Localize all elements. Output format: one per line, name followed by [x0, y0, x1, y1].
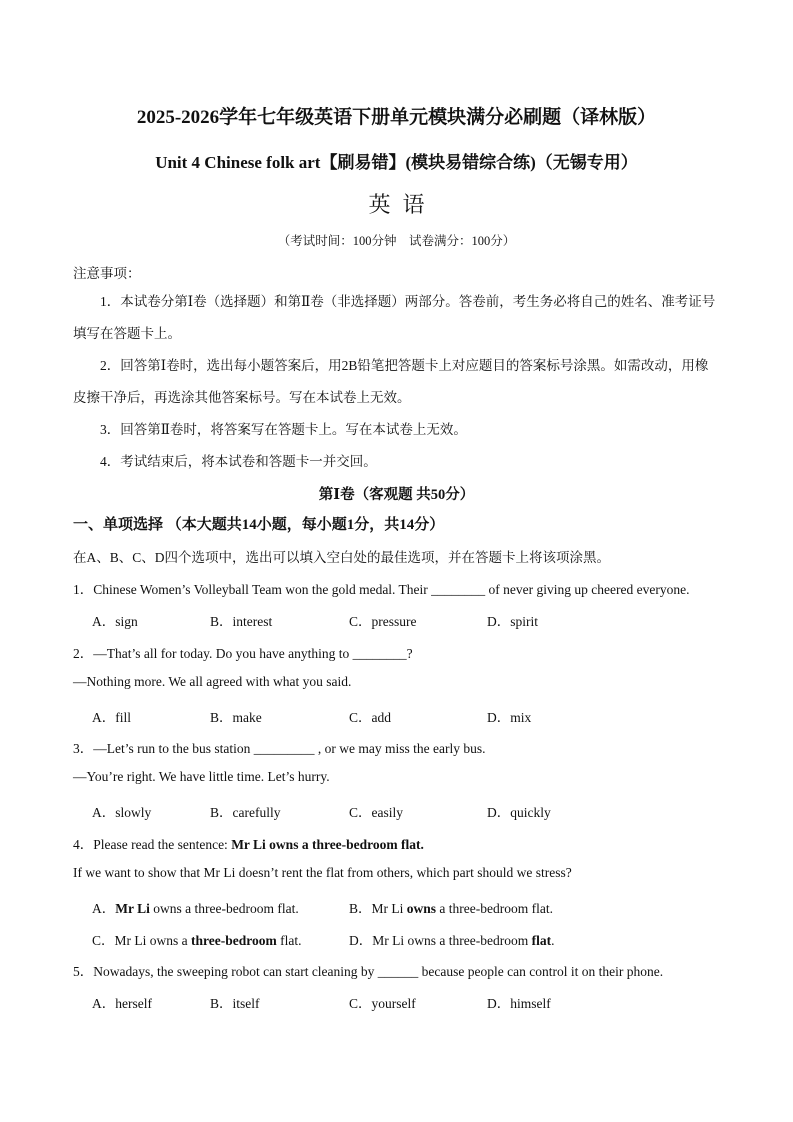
section-heading: 第Ⅰ卷（客观题 共50分）	[318, 487, 475, 503]
note-item-2: 2．回答第Ⅰ卷时，选出每小题答案后，用2B铅笔把答题卡上对应题目的答案标号涂黑。如需改动，用橡皮擦干净后，再选涂其他答案标号。写在本试卷上无效。	[73, 358, 709, 405]
part-instruction: 在A、B、C、D四个选项中，选出可以填入空白处的最佳选项，并在答题卡上将该项涂黑。	[73, 550, 611, 565]
question-5-option-a: A．herself	[92, 996, 152, 1011]
option-text: a three-bedroom flat.	[436, 901, 553, 916]
option-label: B．	[349, 901, 372, 916]
option-bold-text: Mr Li	[115, 901, 150, 916]
note-item-4: 4．考试结束后，将本试卷和答题卡一并交回。	[100, 454, 377, 469]
question-2-option-b: B．make	[210, 710, 262, 725]
question-1-option-c: C．pressure	[349, 614, 417, 629]
subject-heading: 英语	[368, 192, 437, 217]
notes-heading: 注意事项：	[73, 266, 141, 281]
question-2-option-c: C．add	[349, 710, 391, 725]
question-1-stem: 1．Chinese Women’s Volleyball Team won the gold medal. Their ________ of never giving up cheered everyone.	[73, 582, 690, 597]
option-bold-text: flat	[531, 933, 552, 948]
option-label: D．	[349, 933, 373, 948]
document-subtitle: Unit 4 Chinese folk art【刷易错】(模块易错综合练)（无锡专用）	[155, 153, 638, 172]
question-4-stem-sentence: Mr Li owns a three-bedroom flat.	[231, 837, 424, 852]
question-3-option-d: D．quickly	[487, 805, 551, 820]
option-bold-text: owns	[406, 901, 437, 916]
question-2-option-d: D．mix	[487, 710, 532, 725]
question-1-option-d: D．spirit	[487, 614, 539, 629]
option-text: .	[551, 933, 555, 948]
question-4-option-b	[349, 897, 553, 917]
option-label: A．	[92, 901, 116, 916]
question-4-option-d	[349, 929, 554, 949]
note-item-1: 1．本试卷分第Ⅰ卷（选择题）和第Ⅱ卷（非选择题）两部分。答卷前，考生务必将自己的姓名、准考证号填写在答题卡上。	[73, 294, 716, 341]
document-title: 2025-2026学年七年级英语下册单元模块满分必刷题（译林版）	[136, 107, 657, 128]
question-1-option-a: A．sign	[92, 614, 138, 629]
option-text: Mr Li owns a	[114, 933, 192, 948]
question-5-stem: 5．Nowadays, the sweeping robot can start cleaning by ______ because people can control it on their phone.	[73, 964, 664, 979]
question-2-option-a: A．fill	[92, 710, 131, 725]
question-5-option-d: D．himself	[487, 996, 551, 1011]
part-heading: 一、单项选择 （本大题共14小题，每小题1分，共14分）	[73, 517, 445, 533]
question-4-question: If we want to show that Mr Li doesn’t rent the flat from others, which part should we stress?	[73, 865, 572, 880]
option-label: C．	[92, 933, 115, 948]
question-4-stem-prefix: 4．Please read the sentence:	[73, 837, 232, 852]
question-3-option-a: A．slowly	[92, 805, 152, 820]
option-bold-text: three-bedroom	[191, 933, 277, 948]
question-1-option-b: B．interest	[210, 614, 273, 629]
question-5-option-b: B．itself	[210, 996, 260, 1011]
question-2-stem: 2．—That’s all for today. Do you have anything to ________?	[73, 646, 413, 661]
question-4-option-a	[92, 897, 299, 917]
question-5-option-c: C．yourself	[349, 996, 416, 1011]
question-3-option-b: B．carefully	[210, 805, 281, 820]
question-2-response: —Nothing more. We all agreed with what you said.	[73, 674, 352, 689]
option-text: flat.	[276, 933, 302, 948]
question-4-option-c	[92, 929, 302, 949]
option-text: owns a three-bedroom flat.	[149, 901, 299, 916]
question-4-stem	[73, 833, 424, 853]
note-item-3: 3．回答第Ⅱ卷时，将答案写在答题卡上。写在本试卷上无效。	[100, 422, 467, 437]
option-text: Mr Li	[371, 901, 407, 916]
question-3-option-c: C．easily	[349, 805, 403, 820]
question-3-response: —You’re right. We have little time. Let’s hurry.	[73, 769, 330, 784]
option-text: Mr Li owns a three-bedroom	[372, 933, 532, 948]
question-3-stem: 3．—Let’s run to the bus station _________ , or we may miss the early bus.	[73, 741, 486, 756]
exam-info: （考试时间：100分钟 试卷满分：100分）	[277, 234, 516, 248]
